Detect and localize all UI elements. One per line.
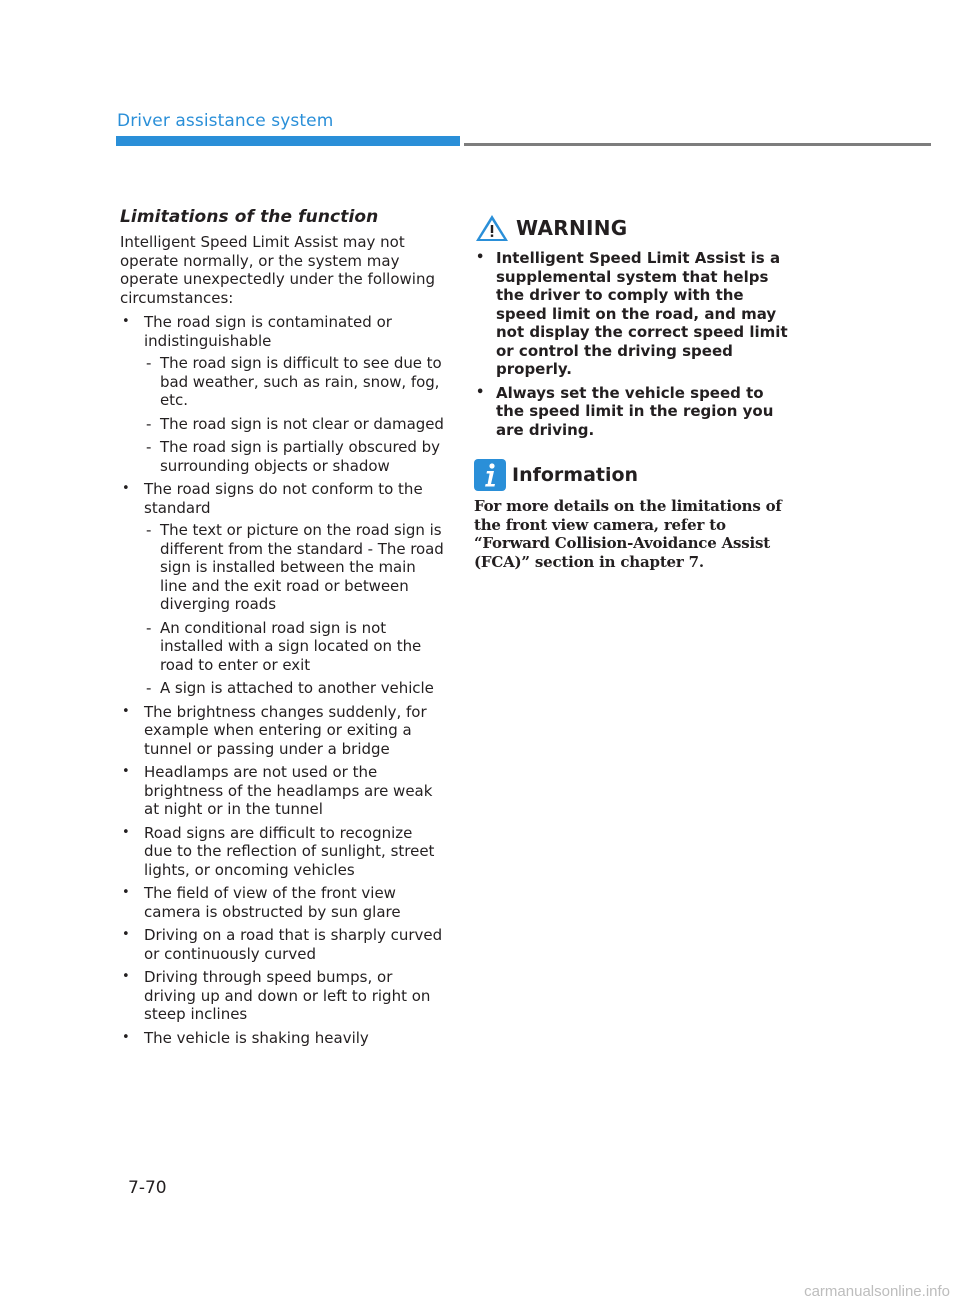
- limitation-item: [120, 763, 445, 819]
- information-header: [474, 459, 794, 491]
- bullet-marker: •: [122, 764, 130, 779]
- dash-marker: -: [146, 618, 152, 637]
- dash-marker: -: [146, 679, 152, 697]
- bullet-marker: •: [122, 885, 130, 900]
- header-rule: [464, 143, 931, 146]
- sub-item-text: A sign is attached to another vehicle: [160, 679, 434, 697]
- limitations-section: [120, 207, 445, 1052]
- information-title: Information: [512, 464, 639, 486]
- warning-item-text: Intelligent Speed Limit Assist is a supplemental system that helps the driver to comply with the speed limit on the road, and may not display the correct speed limit or control the driving speed properly.: [496, 249, 788, 378]
- limitation-item: [120, 926, 445, 963]
- bullet-marker: •: [122, 314, 130, 329]
- sub-item: [144, 619, 445, 675]
- sub-item-text: An conditional road sign is not installed with a sign located on the road to enter or exit: [160, 618, 422, 674]
- section-heading: Limitations of the function: [120, 207, 379, 227]
- limitation-item: [120, 824, 445, 880]
- limitation-text: The vehicle is shaking heavily: [144, 1028, 369, 1047]
- limitations-list: [120, 313, 445, 1047]
- sub-item-text: The road sign is partially obscured by surrounding objects or shadow: [160, 438, 440, 475]
- limitation-text: The field of view of the front view camera is obstructed by sun glare: [144, 884, 401, 921]
- limitation-item: [120, 968, 445, 1024]
- sub-list: [144, 354, 445, 475]
- dash-marker: -: [146, 354, 152, 372]
- limitation-item: [120, 703, 445, 759]
- sub-item-text: The text or picture on the road sign is different from the standard - The road sign is installed between the main line and the exit road or between diverging roads: [160, 521, 444, 613]
- warning-item: [474, 249, 794, 379]
- sub-list: [144, 521, 445, 698]
- limitation-text: Driving on a road that is sharply curved or continuously curved: [144, 926, 443, 963]
- limitation-text: Road signs are difficult to recognize due to the reflection of sunlight, street lights, or oncoming vehicles: [144, 823, 435, 879]
- warning-list: [474, 249, 794, 439]
- bullet-marker: •: [476, 250, 485, 265]
- warning-item-text: Always set the vehicle speed to the speed limit in the region you are driving.: [496, 383, 774, 439]
- sub-item: [144, 354, 445, 410]
- sub-item: [144, 679, 445, 698]
- limitation-item: [120, 884, 445, 921]
- limitation-item: [120, 313, 445, 475]
- right-column: [474, 213, 794, 571]
- warning-title: WARNING: [516, 216, 628, 240]
- limitation-item: [120, 480, 445, 698]
- limitation-text: The brightness changes suddenly, for example when entering or exiting a tunnel or passing under a bridge: [144, 702, 427, 758]
- page-number: 7-70: [128, 1178, 167, 1198]
- info-icon: [474, 459, 506, 491]
- warning-item: [474, 384, 794, 440]
- sub-item: [144, 415, 445, 434]
- limitation-text: The road signs do not conform to the standard: [144, 480, 423, 517]
- header-title: Driver assistance system: [117, 111, 334, 131]
- limitation-text: Headlamps are not used or the brightness of the headlamps are weak at night or in the tunnel: [144, 763, 433, 818]
- warning-box: [474, 213, 794, 439]
- bullet-marker: •: [122, 481, 130, 496]
- dash-marker: -: [146, 438, 152, 456]
- information-body: For more details on the limitations of the front view camera, refer to “Forward Collision-Avoidance Assist (FCA)” section in chapter 7.: [474, 497, 782, 571]
- sub-item-text: The road sign is not clear or damaged: [160, 414, 444, 433]
- warning-header: [474, 213, 794, 243]
- limitation-text: Driving through speed bumps, or driving up and down or left to right on steep inclines: [144, 968, 431, 1023]
- bullet-marker: •: [476, 384, 485, 400]
- warning-triangle-icon: [474, 213, 510, 243]
- limitation-item: [120, 1029, 445, 1048]
- bullet-marker: •: [122, 969, 130, 984]
- header-accent-bar: [116, 136, 460, 146]
- bullet-marker: •: [122, 824, 130, 840]
- bullet-marker: •: [122, 703, 130, 719]
- sub-item: [144, 438, 445, 475]
- watermark: carmanualsonline.info: [804, 1283, 950, 1300]
- intro-paragraph: Intelligent Speed Limit Assist may not operate normally, or the system may operate unexpectedly under the following circumstances:: [120, 233, 435, 307]
- information-box: [474, 459, 794, 571]
- sub-item: [144, 521, 445, 614]
- dash-marker: -: [146, 414, 152, 433]
- bullet-marker: •: [122, 927, 130, 942]
- dash-marker: -: [146, 521, 152, 539]
- bullet-marker: •: [122, 1029, 130, 1045]
- sub-item-text: The road sign is difficult to see due to bad weather, such as rain, snow, fog, etc.: [160, 354, 442, 409]
- limitation-text: The road sign is contaminated or indistinguishable: [144, 313, 392, 350]
